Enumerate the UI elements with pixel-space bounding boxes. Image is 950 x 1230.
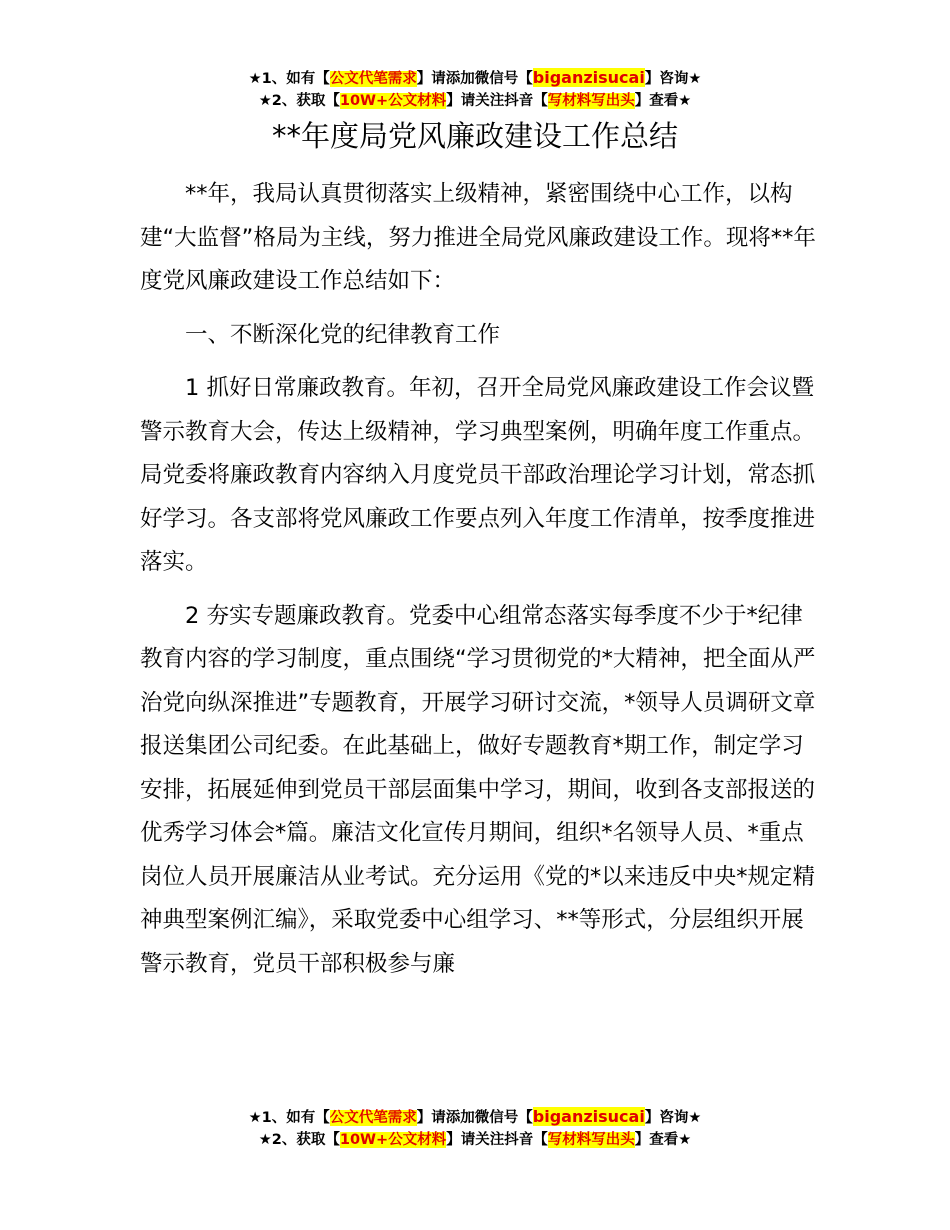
promo-line-1: ★1、如有【公文代笔需求】请添加微信号【biganzisucai】咨询★ <box>248 1107 702 1126</box>
highlight-materials: 10W+公文材料 <box>339 1132 447 1148</box>
document-title: **年度局党风廉政建设工作总结 <box>271 119 678 153</box>
highlight-ghostwriting: 公文代笔需求 <box>329 1110 417 1126</box>
promo-line-2: ★2、获取【10W+公文材料】请关注抖音【写材料写出头】查看★ <box>258 93 692 109</box>
promo-banner-bottom <box>0 1106 950 1151</box>
promo-line-2: ★2、获取【10W+公文材料】请关注抖音【写材料写出头】查看★ <box>258 1132 692 1148</box>
promo-banner-top <box>0 67 950 112</box>
highlight-ghostwriting: 公文代笔需求 <box>329 71 417 87</box>
paragraph-item-2: 2 夯实专题廉政教育。党委中心组常态落实每季度不少于*纪律教育内容的学习制度，重点围绕“学习贯彻党的*大精神，把全面从严治党向纵深推进”专题教育，开展学习研讨交流，*领导人员调研文章报送集团公司纪委。在此基础上，做好专题教育*期工作，制定学习安排，拓展延伸到党员干部层面集中学习，期间，收到各支部报送的优秀学习体会*篇。廉洁文化宣传月期间，组织*名领导人员、*重点岗位人员开展廉洁从业考试。充分运用《党的*以来违反中央*规定精神典型案例汇编》，采取党委中心组学习、**等形式，分层组织开展警示教育，党员干部积极参与廉 <box>140 602 816 977</box>
paragraph-item-1: 1 抓好日常廉政教育。年初，召开全局党风廉政建设工作会议暨警示教育大会，传达上级精神，学习典型案例，明确年度工作重点。局党委将廉政教育内容纳入月度党员干部政治理论学习计划，常态抓好学习。各支部将党风廉政工作要点列入年度工作清单，按季度推进落实。 <box>140 375 816 575</box>
document-body <box>140 173 820 986</box>
highlight-wechat-id: biganzisucai <box>532 68 645 87</box>
highlight-douyin: 写材料写出头 <box>547 93 635 109</box>
highlight-materials: 10W+公文材料 <box>339 93 447 109</box>
paragraph-intro: **年，我局认真贯彻落实上级精神，紧密围绕中心工作，以构建“大监督”格局为主线，努力推进全局党风廉政建设工作。现将**年度党风廉政建设工作总结如下： <box>140 181 816 294</box>
section-heading-1: 一、不断深化党的纪律教育工作 <box>185 321 501 348</box>
promo-line-1: ★1、如有【公文代笔需求】请添加微信号【biganzisucai】咨询★ <box>248 68 702 87</box>
highlight-douyin: 写材料写出头 <box>547 1132 635 1148</box>
highlight-wechat-id: biganzisucai <box>532 1107 645 1126</box>
